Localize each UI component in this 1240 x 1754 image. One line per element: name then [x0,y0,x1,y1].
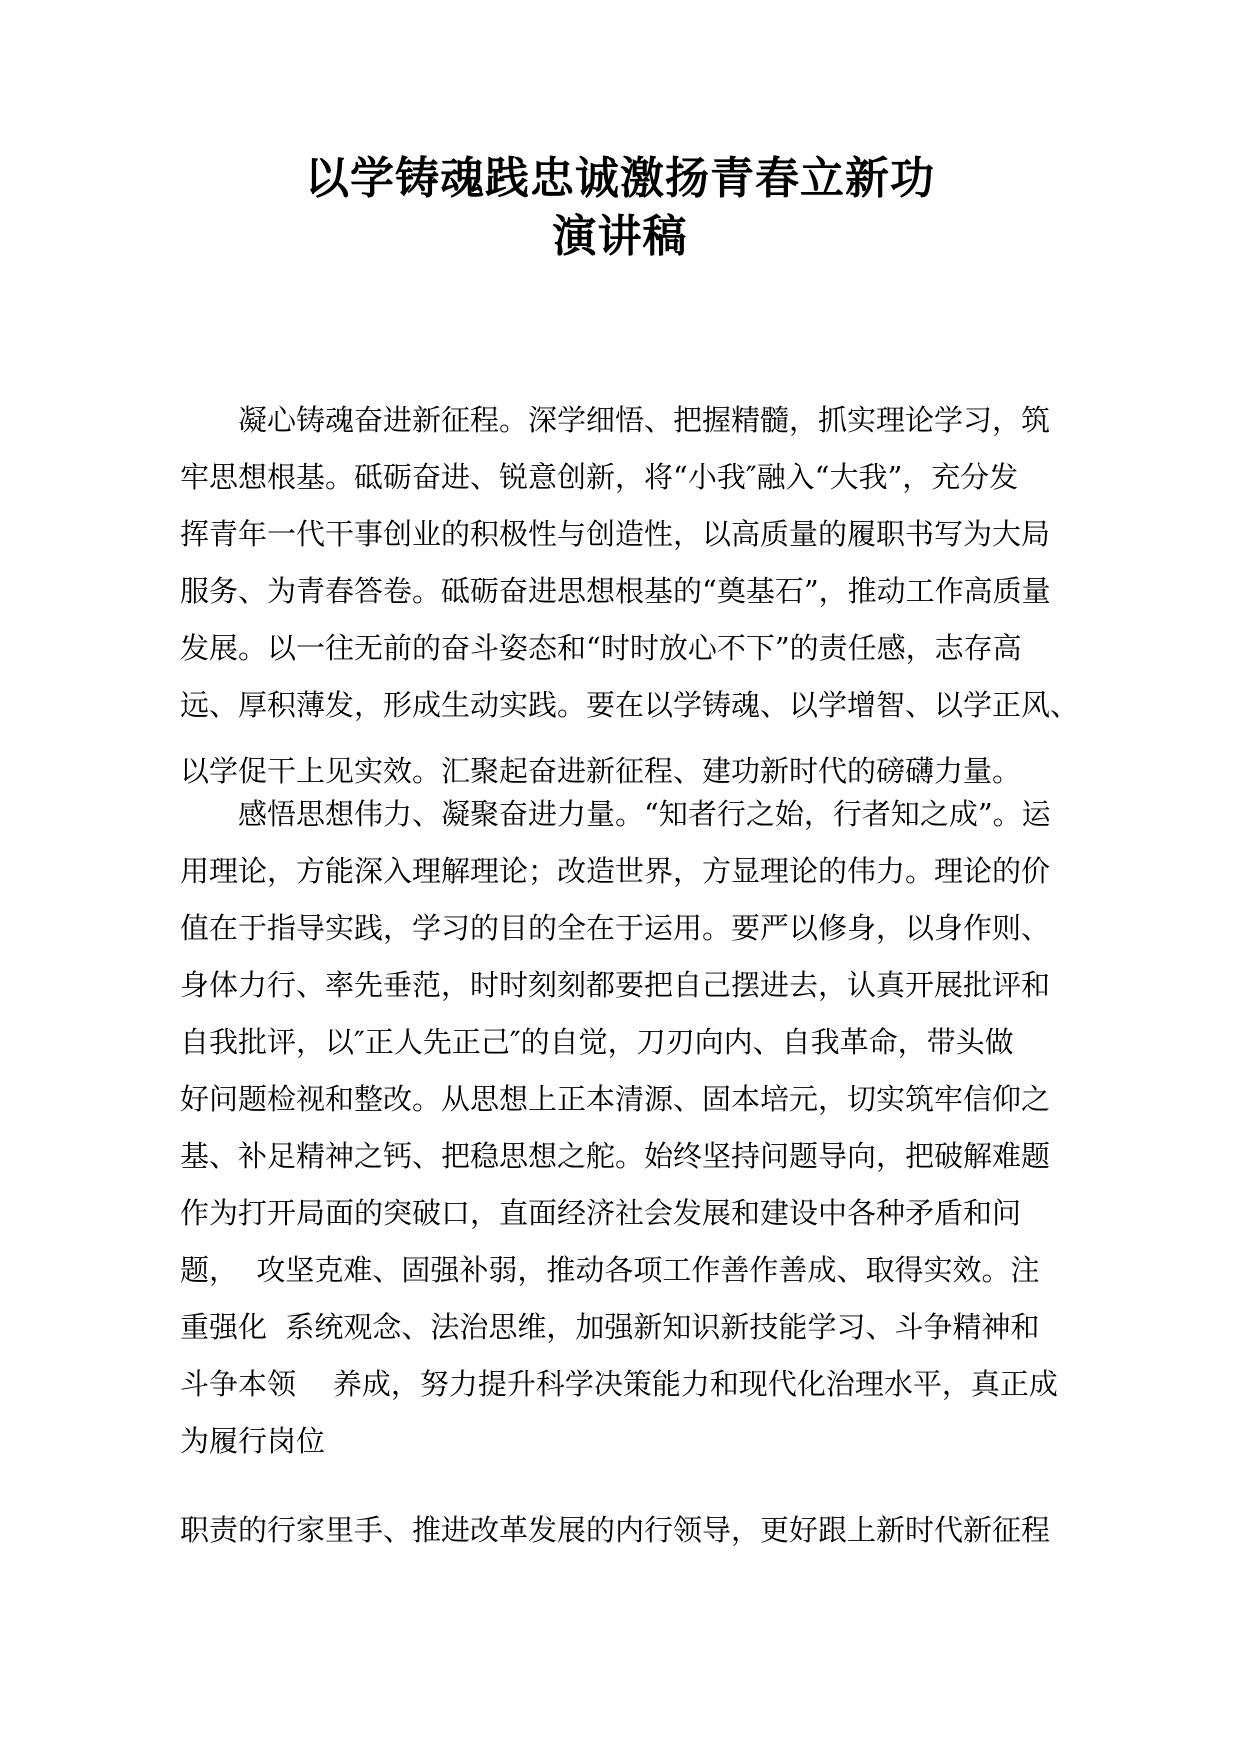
paragraph-line: 自我批评，以″正人先正己″的自觉，刀刃向内、自我革命，带头做 [180,1025,1014,1059]
paragraph-line: 作为打开局面的突破口，直面经济社会发展和建设中各种矛盾和问 [180,1196,1022,1230]
document-title [0,150,1240,266]
paragraph-line: 以学促干上见实效。汇聚起奋进新征程、建功新时代的磅礴力量。 [180,754,1022,788]
title-line-1: 以学铸魂践忠诚激扬青春立新功 [305,153,935,204]
paragraph-line: 斗争本领 养成，努力提升科学决策能力和现代化治理水平，真正成 [180,1367,1058,1401]
paragraph-line: 服务、为青春答卷。砥砺奋进思想根基的“奠基石”，推动工作高质量 [180,574,1051,608]
paragraph-line: 牢思想根基。砥砺奋进、锐意创新，将“小我″融入“大我”，充分发 [180,460,1019,494]
paragraph-line: 重强化 系统观念、法治思维，加强新知识新技能学习、斗争精神和 [180,1310,1040,1344]
paragraph-line: 远、厚积薄发，形成生动实践。要在以学铸魂、以学增智、以学正风、 [180,688,1080,722]
paragraph-line: 题， 攻坚克难、固强补弱，推动各项工作善作善成、取得实效。注 [180,1253,1040,1287]
paragraph-line: 发展。以一往无前的奋斗姿态和“时时放心不下”的责任感，志存高 [180,631,1022,665]
paragraph-line: 基、补足精神之钙、把稳思想之舵。始终坚持问题导向，把破解难题 [180,1139,1051,1173]
paragraph-line: 为履行岗位 [180,1424,326,1458]
paragraph-line: 好问题检视和整改。从思想上正本清源、固本培元，切实筑牢信仰之 [180,1082,1051,1116]
paragraph-3 [180,1502,1060,1559]
paragraph-line: 值在于指导实践，学习的目的全在于运用。要严以修身，以身作则、 [180,911,1051,945]
paragraph-line: 感悟思想伟力、凝聚奋进力量。“知者行之始，行者知之成”。运 [238,797,1051,831]
paragraph-2 [180,786,1060,1470]
paragraph-1 [180,392,1080,800]
paragraph-line: 用理论，方能深入理解理论；改造世界，方显理论的伟力。理论的价 [180,854,1051,888]
paragraph-line: 凝心铸魂奋进新征程。深学细悟、把握精髓，抓实理论学习，筑 [238,403,1051,437]
paragraph-line: 职责的行家里手、推进改革发展的内行领导，更好跟上新时代新征程 [180,1513,1051,1547]
paragraph-line: 挥青年一代干事创业的积极性与创造性，以高质量的履职书写为大局 [180,517,1051,551]
paragraph-line: 身体力行、率先垂范，时时刻刻都要把自己摆进去，认真开展批评和 [180,968,1051,1002]
title-line-2: 演讲稿 [552,211,688,262]
